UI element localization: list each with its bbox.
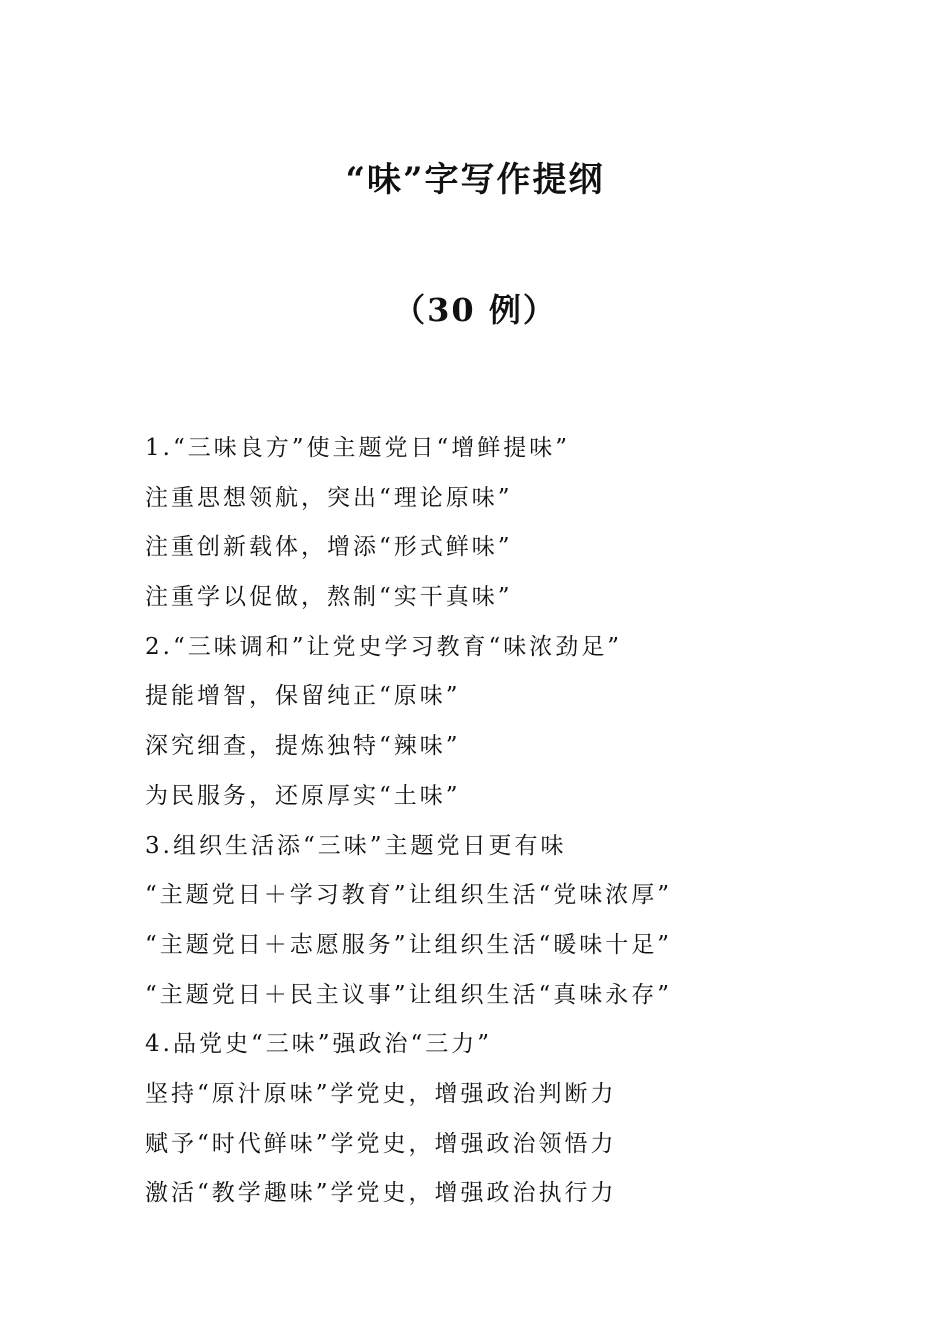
outline-line: 注重思想领航，突出“理论原味” [145,484,513,511]
outline-line: “主题党日＋民主议事”让组织生活“真味永存” [145,981,673,1008]
outline-line: 坚持“原汁原味”学党史，增强政治判断力 [145,1080,617,1107]
outline-heading-4: 4.品党史“三味”强政治“三力” [145,1031,492,1058]
outline-line: 深究细查，提炼独特“辣味” [145,733,461,760]
outline-line: “主题党日＋学习教育”让组织生活“党味浓厚” [145,882,673,909]
outline-heading-1: 1.“三味良方”使主题党日“增鲜提味” [145,435,570,461]
outline-line: 提能增智，保留纯正“原味” [145,683,461,710]
outline-line: 注重学以促做，熬制“实干真味” [145,584,513,611]
outline-line: 赋予“时代鲜味”学党史，增强政治领悟力 [145,1130,617,1157]
outline-line: 为民服务，还原厚实“土味” [145,782,461,809]
outline-body [145,424,845,1219]
outline-line: 注重创新载体，增添“形式鲜味” [145,534,513,561]
document-title: “味”字写作提纲 [345,160,605,200]
outline-heading-2: 2.“三味调和”让党史学习教育“味浓劲足” [145,633,622,660]
document-subtitle: （30 例） [393,291,557,329]
outline-line: “主题党日＋志愿服务”让组织生活“暖味十足” [145,931,673,958]
outline-line: 激活“教学趣味”学党史，增强政治执行力 [145,1180,617,1207]
outline-heading-3: 3.组织生活添“三味”主题党日更有味 [145,832,567,859]
